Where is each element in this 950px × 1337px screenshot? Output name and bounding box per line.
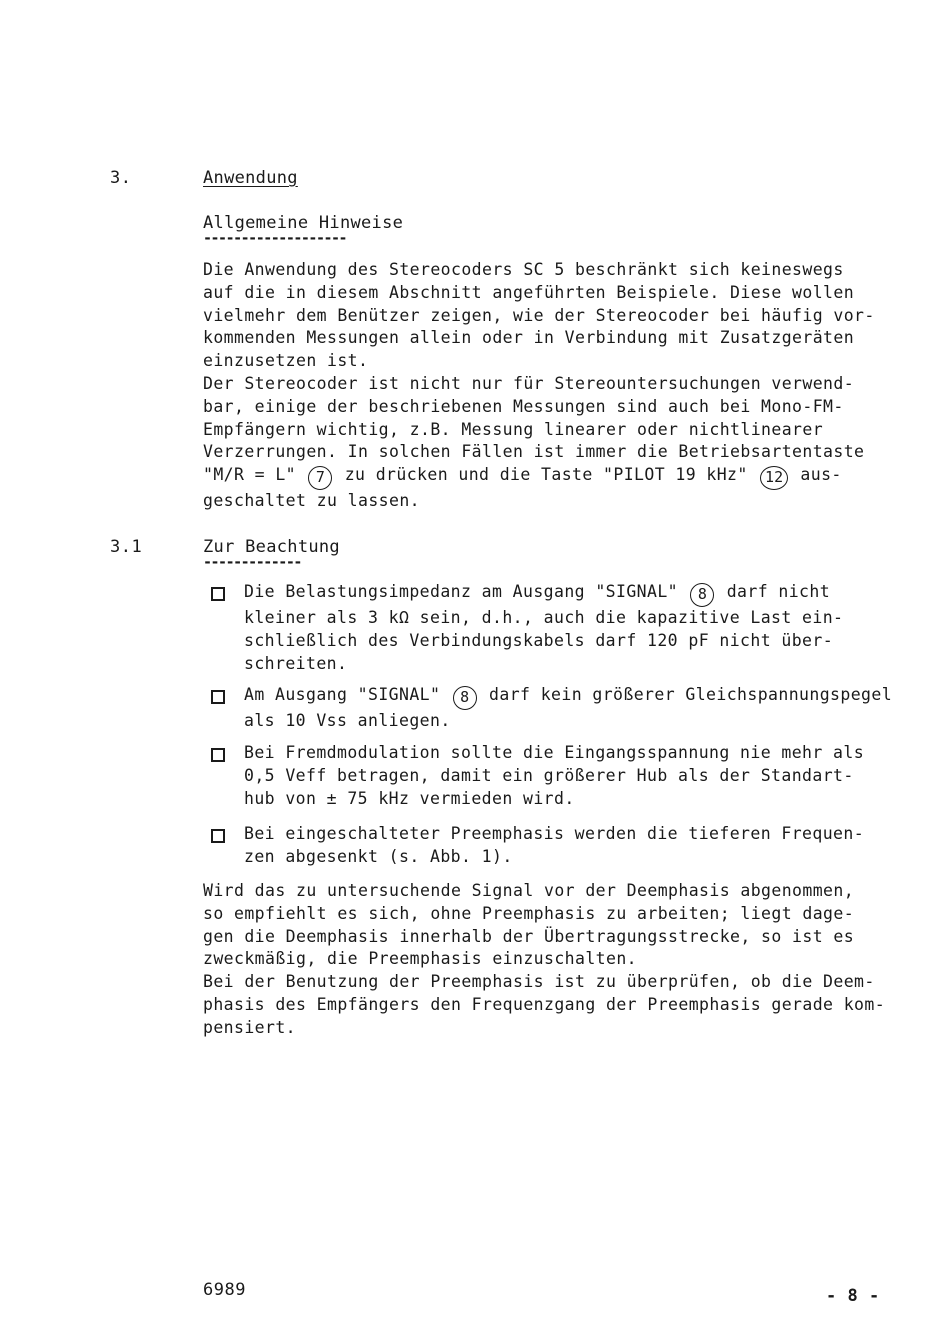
text-fragment: zu drücken und die Taste "PILOT 19 kHz": [344, 465, 748, 485]
text-fragment: darf nicht: [726, 582, 831, 601]
text-line: Bei eingeschalteter Preemphasis werden die tieferen Frequen-: [244, 824, 865, 843]
control-reference-badge: 12: [760, 466, 788, 490]
bullet-box-icon: [211, 690, 225, 704]
subsection-title-underline: -------------------: [203, 233, 347, 243]
text-line: [244, 581, 909, 607]
subsection-title: Allgemeine Hinweise: [203, 213, 404, 233]
text-line: kleiner als 3 kΩ sein, d.h., auch die kapazitive Last ein-: [244, 608, 844, 627]
text-line: Bei der Benutzung der Preemphasis ist zu überprüfen, ob die Deem-: [203, 972, 875, 992]
text-line: so empfiehlt es sich, ohne Preemphasis zu arbeiten; liegt dage-: [203, 903, 855, 923]
text-line: Wird das zu untersuchende Signal vor der Deemphasis abgenommen,: [203, 881, 855, 900]
section-title: Zur Beachtung: [203, 537, 340, 557]
text-line: einzusetzen ist.: [203, 351, 369, 371]
text-line: Verzerrungen. In solchen Fällen ist immer die Betriebsartentaste: [203, 442, 865, 462]
document-number: 6989: [203, 1280, 246, 1300]
bullet-item: [244, 823, 909, 869]
text-line: auf die in diesem Abschnitt angeführten Beispiele. Diese wollen: [203, 282, 855, 302]
text-line: geschaltet zu lassen.: [203, 491, 421, 511]
text-fragment: Am Ausgang "SIGNAL": [244, 685, 441, 704]
text-line: vielmehr dem Benützer zeigen, wie der Stereocoder bei häufig vor-: [203, 305, 875, 325]
text-line: hub von ± 75 kHz vermieden wird.: [244, 788, 575, 808]
control-reference-badge: 8: [690, 583, 714, 607]
text-line: Bei Fremdmodulation sollte die Eingangsspannung nie mehr als: [244, 743, 865, 762]
control-reference-badge: 8: [453, 686, 477, 710]
text-line: 0,5 Veff betragen, damit ein größerer Hub als der Standart-: [244, 765, 854, 785]
text-line: pensiert.: [203, 1017, 297, 1037]
text-line: phasis des Empfängers den Frequenzgang der Preemphasis gerade kom-: [203, 994, 886, 1014]
section-title: Anwendung: [203, 168, 298, 188]
text-fragment: "M/R = L": [203, 465, 297, 485]
bullet-item: [244, 684, 934, 733]
text-line: kommenden Messungen allein oder in Verbindung mit Zusatzgeräten: [203, 328, 855, 348]
text-line: zweckmäßig, die Preemphasis einzuschalten.: [203, 949, 638, 969]
text-line: Empfängern wichtig, z.B. Messung linearer oder nichtlinearer: [203, 419, 824, 439]
text-line: schließlich des Verbindungskabels darf 120 pF nicht über-: [244, 630, 834, 650]
text-line: schreiten.: [244, 653, 348, 673]
bullet-box-icon: [211, 829, 225, 843]
text-line: gen die Deemphasis innerhalb der Übertragungsstrecke, so ist es: [203, 926, 855, 946]
page-number: - 8 -: [826, 1286, 880, 1306]
section-number: 3.1: [110, 537, 143, 557]
text-line: zen abgesenkt (s. Abb. 1).: [244, 846, 513, 866]
control-reference-badge: 7: [308, 466, 332, 490]
text-line: Die Anwendung des Stereocoders SC 5 beschränkt sich keineswegs: [203, 260, 844, 279]
text-fragment: Die Belastungsimpedanz am Ausgang "SIGNAL": [244, 582, 679, 601]
closing-paragraph: [203, 880, 913, 1040]
section-title-underline: -------------: [203, 557, 301, 567]
text-line: [203, 464, 903, 490]
text-line: [244, 684, 934, 710]
intro-paragraph: [203, 259, 903, 513]
section-number: 3.: [110, 168, 132, 188]
text-fragment: aus-: [800, 465, 842, 485]
text-fragment: darf kein größerer Gleichspannungspegel: [489, 685, 893, 704]
bullet-item: [244, 742, 909, 810]
text-line: als 10 Vss anliegen.: [244, 711, 451, 730]
bullet-box-icon: [211, 748, 225, 762]
text-line: bar, einige der beschriebenen Messungen sind auch bei Mono-FM-: [203, 396, 844, 416]
text-line: Der Stereocoder ist nicht nur für Stereountersuchungen verwend-: [203, 373, 855, 393]
bullet-item: [244, 581, 909, 675]
bullet-box-icon: [211, 587, 225, 601]
